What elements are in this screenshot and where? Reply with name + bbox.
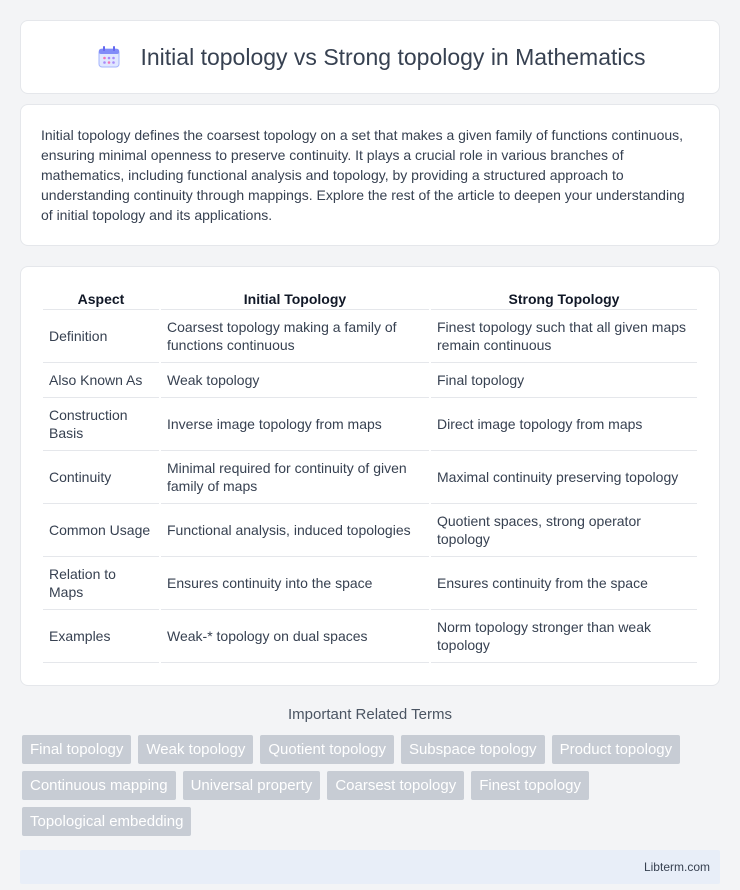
header-initial-topology: Initial Topology [161,287,429,310]
page-header [20,20,720,94]
row-aspect: Continuity [43,451,159,504]
row-aspect: Also Known As [43,363,159,398]
comparison-table-card [20,266,720,686]
row-strong: Finest topology such that all given maps remain continuous [431,310,697,363]
intro-text: Initial topology defines the coarsest topology on a set that makes a given family of functions continuous, ensuring minimal openness to preserve continuity. It plays a crucial role in various branches of mathematics, including functional analysis and topology, by providing a structured approach to understanding continuity through mappings. Explore the rest of the article to deepen your understanding of initial topology and its applications. [41,127,685,223]
row-initial: Weak-* topology on dual spaces [161,610,429,663]
header-strong-topology: Strong Topology [431,287,697,310]
row-strong: Maximal continuity preserving topology [431,451,697,504]
table-row [43,363,697,398]
related-terms-title: Important Related Terms [288,706,452,723]
tag-continuous-mapping[interactable]: Continuous mapping [22,771,176,800]
row-initial: Functional analysis, induced topologies [161,504,429,557]
comparison-table [41,287,699,663]
tag-topological-embedding[interactable]: Topological embedding [22,807,191,836]
header-aspect: Aspect [43,287,159,310]
row-strong: Norm topology stronger than weak topology [431,610,697,663]
tag-product-topology[interactable]: Product topology [552,735,681,764]
row-initial: Minimal required for continuity of given family of maps [161,451,429,504]
tag-weak-topology[interactable]: Weak topology [138,735,253,764]
row-strong: Quotient spaces, strong operator topology [431,504,697,557]
tag-quotient-topology[interactable]: Quotient topology [260,735,394,764]
tag-final-topology[interactable]: Final topology [22,735,131,764]
table-row [43,610,697,663]
table-header-row [43,287,697,310]
intro-section [20,104,720,246]
row-aspect: Common Usage [43,504,159,557]
page-title: Initial topology vs Strong topology in Mathematics [140,43,646,70]
related-terms-section [0,706,740,836]
row-initial: Inverse image topology from maps [161,398,429,451]
row-initial: Coarsest topology making a family of functions continuous [161,310,429,363]
tag-finest-topology[interactable]: Finest topology [471,771,589,800]
table-row [43,451,697,504]
row-strong: Ensures continuity from the space [431,557,697,610]
row-strong: Final topology [431,363,697,398]
row-aspect: Relation to Maps [43,557,159,610]
tag-subspace-topology[interactable]: Subspace topology [401,735,545,764]
row-aspect: Construction Basis [43,398,159,451]
row-initial: Weak topology [161,363,429,398]
table-row [43,504,697,557]
table-row [43,557,697,610]
row-initial: Ensures continuity into the space [161,557,429,610]
row-aspect: Definition [43,310,159,363]
table-row [43,310,697,363]
table-row [43,398,697,451]
row-aspect: Examples [43,610,159,663]
tag-universal-property[interactable]: Universal property [183,771,321,800]
tag-coarsest-topology[interactable]: Coarsest topology [327,771,464,800]
calendar-icon [95,43,123,71]
related-terms-tags [22,735,718,836]
footer [20,850,720,884]
footer-site-link[interactable]: Libterm.com [643,860,710,874]
row-strong: Direct image topology from maps [431,398,697,451]
